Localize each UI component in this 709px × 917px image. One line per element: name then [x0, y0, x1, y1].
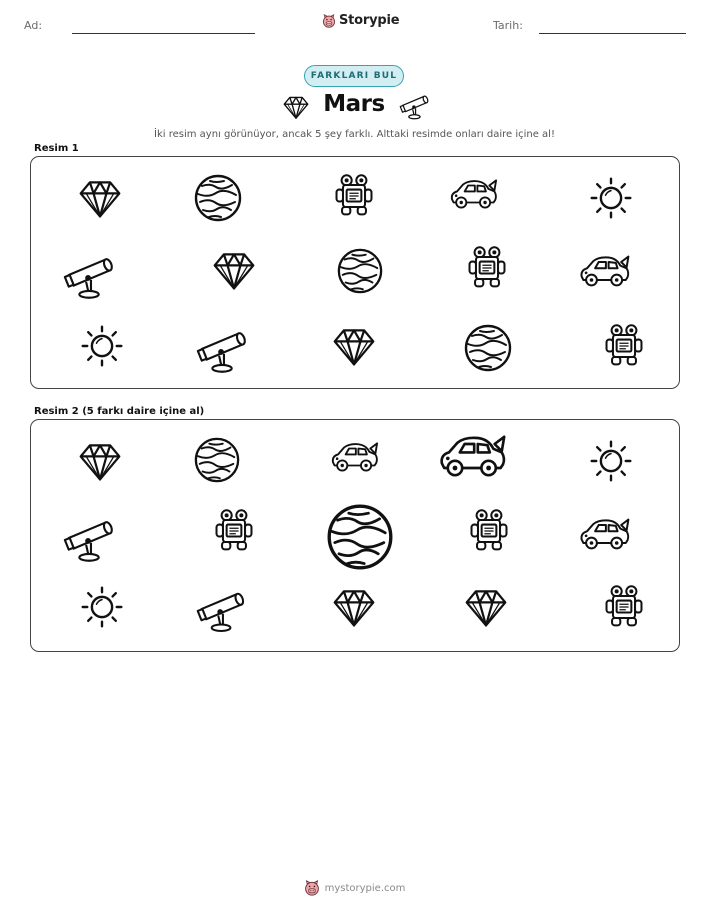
sun-icon[interactable]	[588, 175, 634, 221]
diamond-icon	[281, 93, 311, 121]
sun-icon[interactable]	[79, 323, 125, 369]
date-label: Tarih:	[493, 19, 523, 32]
car-icon[interactable]	[448, 177, 500, 211]
diamond-icon[interactable]	[331, 584, 377, 630]
pig-logo-icon	[304, 880, 320, 896]
car-icon[interactable]	[578, 253, 632, 289]
planet-icon[interactable]	[325, 502, 395, 572]
page-title: Mars	[323, 91, 385, 117]
brand-name: Storypie	[339, 13, 400, 28]
diamond-icon[interactable]	[77, 438, 123, 484]
robot-icon[interactable]	[601, 584, 647, 630]
telescope-icon[interactable]	[61, 251, 119, 301]
robot-icon[interactable]	[464, 245, 510, 291]
date-line[interactable]	[539, 33, 686, 34]
diamond-icon[interactable]	[331, 323, 377, 369]
car-icon[interactable]	[437, 430, 509, 482]
pig-logo-icon	[322, 14, 336, 28]
planet-icon[interactable]	[463, 323, 513, 373]
robot-icon[interactable]	[601, 323, 647, 369]
telescope-icon[interactable]	[194, 586, 250, 634]
name-label: Ad:	[24, 19, 43, 32]
robot-icon[interactable]	[331, 173, 377, 219]
car-icon[interactable]	[578, 516, 632, 552]
picture1-label: Resim 1	[34, 143, 79, 154]
picture2-label: Resim 2 (5 farkı daire içine al)	[34, 406, 205, 417]
instructions: İki resim aynı görünüyor, ancak 5 şey farklı. Alttaki resimde onları daire içine al!	[154, 129, 555, 140]
robot-icon[interactable]	[466, 508, 512, 554]
sun-icon[interactable]	[588, 438, 634, 484]
footer	[0, 880, 709, 896]
telescope-icon[interactable]	[194, 325, 252, 375]
telescope-icon	[398, 91, 432, 121]
picture2-panel	[30, 419, 680, 652]
picture1-panel	[30, 156, 680, 389]
telescope-icon[interactable]	[61, 514, 119, 564]
diamond-icon[interactable]	[77, 175, 123, 221]
name-line[interactable]	[72, 33, 255, 34]
footer-url: mystorypie.com	[324, 882, 406, 894]
brand-logo	[322, 13, 399, 28]
robot-icon[interactable]	[211, 508, 257, 554]
planet-icon[interactable]	[336, 247, 384, 295]
activity-badge: FARKLARI BUL	[304, 65, 404, 87]
planet-icon[interactable]	[193, 173, 243, 223]
sun-icon[interactable]	[79, 584, 125, 630]
planet-icon[interactable]	[193, 436, 241, 484]
car-icon[interactable]	[329, 440, 381, 474]
diamond-icon[interactable]	[211, 247, 257, 293]
title-row	[0, 91, 709, 121]
diamond-icon[interactable]	[463, 584, 509, 630]
